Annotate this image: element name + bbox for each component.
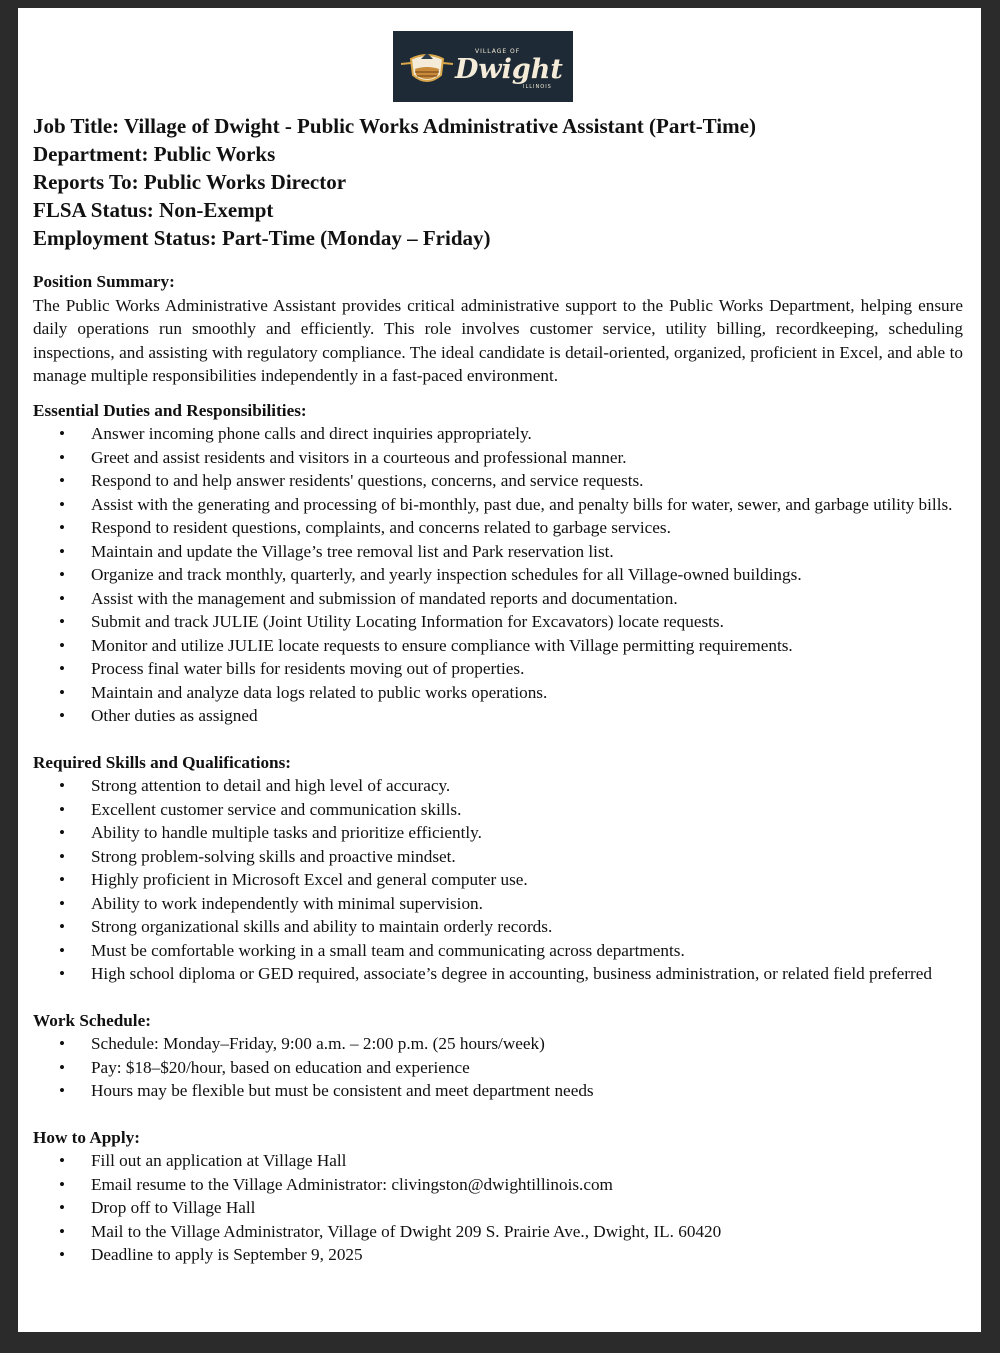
list-item <box>33 915 963 939</box>
list-item <box>33 704 963 728</box>
list-item <box>33 563 963 587</box>
bullet-icon: • <box>59 518 66 537</box>
list-item <box>33 939 963 963</box>
section-title: How to Apply: <box>33 1127 140 1147</box>
list-item <box>33 1032 963 1056</box>
list-item <box>33 587 963 611</box>
duties-section <box>33 399 963 728</box>
list-item <box>33 681 963 705</box>
list-item-text: Must be comfortable working in a small team and communicating across departments. <box>91 940 685 960</box>
bullet-icon: • <box>59 1198 66 1217</box>
list-item-text: Strong organizational skills and ability to maintain orderly records. <box>91 917 553 936</box>
bullet-icon: • <box>59 1081 66 1100</box>
list-item-text: Email resume to the Village Administrator: clivingston@dwightillinois.com <box>91 1174 613 1194</box>
list-item-text: Deadline to apply is September 9, 2025 <box>91 1245 363 1264</box>
section-title: Required Skills and Qualifications: <box>33 752 292 772</box>
flsa-status: FLSA Status: Non-Exempt <box>33 198 274 222</box>
list-item-text: Ability to handle multiple tasks and prioritize efficiently. <box>91 823 482 842</box>
list-item-text: Monitor and utilize JULIE locate requests to ensure compliance with Village permitting requirements. <box>91 635 793 655</box>
list-item <box>33 422 963 446</box>
list-item-text: Answer incoming phone calls and direct inquiries appropriately. <box>91 424 532 443</box>
bullet-icon: • <box>59 1034 66 1053</box>
position-summary-section <box>33 270 963 388</box>
bullet-icon: • <box>59 1245 66 1264</box>
bullet-icon: • <box>59 588 66 608</box>
list-item-text: Strong problem-solving skills and proactive mindset. <box>91 846 456 866</box>
list-item <box>33 1196 963 1220</box>
list-item <box>33 962 963 986</box>
bullet-icon: • <box>59 659 66 678</box>
bullet-icon: • <box>59 612 66 631</box>
section-title: Essential Duties and Responsibilities: <box>33 400 307 420</box>
list-item <box>33 634 963 658</box>
bullet-icon: • <box>59 682 66 702</box>
logo-state-text: ILLINOIS <box>523 84 552 90</box>
department: Department: Public Works <box>33 142 276 166</box>
bullet-icon: • <box>59 893 66 913</box>
apply-section <box>33 1126 963 1267</box>
list-item-text: Mail to the Village Administrator, Village of Dwight 209 S. Prairie Ave., Dwight, IL. 60420 <box>91 1221 722 1241</box>
bullet-icon: • <box>59 541 66 561</box>
list-item-text: Maintain and analyze data logs related to public works operations. <box>91 682 548 702</box>
bullet-icon: • <box>59 1057 66 1077</box>
section-title: Position Summary: <box>33 272 175 291</box>
bullet-icon: • <box>59 447 66 467</box>
document-page <box>18 8 981 1332</box>
bullet-icon: • <box>59 1174 66 1194</box>
list-item <box>33 1220 963 1244</box>
skills-section <box>33 751 963 986</box>
list-item <box>33 1173 963 1197</box>
list-item <box>33 845 963 869</box>
dwight-logo-graphic <box>393 31 573 102</box>
list-item <box>33 469 963 493</box>
bullet-icon: • <box>59 635 66 655</box>
bullet-icon: • <box>59 1221 66 1241</box>
list-item <box>33 1056 963 1080</box>
list-item-text: Strong attention to detail and high level of accuracy. <box>91 776 451 795</box>
list-item-text: Drop off to Village Hall <box>91 1198 256 1217</box>
list-item <box>33 516 963 540</box>
list-item <box>33 493 963 517</box>
summary-text: The Public Works Administrative Assistant provides critical administrative support to the Public Works Department, helping ensure daily operations run smoothly and efficiently. This role involves customer service, utility billing, recordkeeping, scheduling inspections, and assisting with regulatory compliance. The ideal candidate is detail-oriented, organized, proficient in Excel, and able to manage multiple responsibilities independently in a fast-paced environment. <box>33 295 963 385</box>
duties-list <box>33 422 963 728</box>
bullet-icon: • <box>59 471 66 490</box>
bullet-icon: • <box>59 823 66 842</box>
bullet-icon: • <box>59 964 66 983</box>
bullet-icon: • <box>59 494 66 514</box>
list-item <box>33 446 963 470</box>
list-item-text: Ability to work independently with minimal supervision. <box>91 893 483 913</box>
list-item <box>33 821 963 845</box>
list-item-text: Organize and track monthly, quarterly, and yearly inspection schedules for all Village-owned buildings. <box>91 565 802 584</box>
village-logo <box>393 31 573 102</box>
bullet-icon: • <box>59 917 66 936</box>
list-item-text: High school diploma or GED required, associate’s degree in accounting, business administration, or related field preferred <box>91 964 932 983</box>
bullet-icon: • <box>59 776 66 795</box>
list-item <box>33 1243 963 1267</box>
reports-to: Reports To: Public Works Director <box>33 170 347 194</box>
list-item-text: Fill out an application at Village Hall <box>91 1151 347 1170</box>
list-item-text: Respond to resident questions, complaints, and concerns related to garbage services. <box>91 518 671 537</box>
list-item <box>33 657 963 681</box>
job-title: Job Title: Village of Dwight - Public Works Administrative Assistant (Part-Time) <box>33 114 756 138</box>
bullet-icon: • <box>59 706 66 725</box>
list-item-text: Assist with the management and submission of mandated reports and documentation. <box>91 588 678 608</box>
schedule-section <box>33 1009 963 1103</box>
list-item-text: Assist with the generating and processing of bi-monthly, past due, and penalty bills for water, sewer, and garbage utility bills. <box>91 494 953 514</box>
employment-status: Employment Status: Part-Time (Monday – Friday) <box>33 226 491 250</box>
bullet-icon: • <box>59 870 66 889</box>
skills-list <box>33 774 963 986</box>
list-item <box>33 868 963 892</box>
list-item-text: Pay: $18–$20/hour, based on education and experience <box>91 1057 470 1077</box>
bullet-icon: • <box>59 424 66 443</box>
list-item-text: Greet and assist residents and visitors in a courteous and professional manner. <box>91 447 627 467</box>
list-item-text: Other duties as assigned <box>91 706 258 725</box>
list-item-text: Submit and track JULIE (Joint Utility Locating Information for Excavators) locate requests. <box>91 612 724 631</box>
list-item-text: Process final water bills for residents moving out of properties. <box>91 659 525 678</box>
schedule-list <box>33 1032 963 1103</box>
list-item-text: Maintain and update the Village’s tree removal list and Park reservation list. <box>91 541 614 561</box>
list-item-text: Respond to and help answer residents' questions, concerns, and service requests. <box>91 471 644 490</box>
list-item-text: Highly proficient in Microsoft Excel and general computer use. <box>91 870 528 889</box>
list-item-text: Schedule: Monday–Friday, 9:00 a.m. – 2:00 p.m. (25 hours/week) <box>91 1034 545 1053</box>
bullet-icon: • <box>59 846 66 866</box>
apply-list <box>33 1149 963 1267</box>
list-item-text: Hours may be flexible but must be consistent and meet department needs <box>91 1081 594 1100</box>
list-item <box>33 892 963 916</box>
bullet-icon: • <box>59 565 66 584</box>
list-item <box>33 540 963 564</box>
job-body <box>33 270 963 1267</box>
bullet-icon: • <box>59 940 66 960</box>
bullet-icon: • <box>59 1151 66 1170</box>
list-item-text: Excellent customer service and communication skills. <box>91 799 462 819</box>
logo-name-text: Dwight <box>455 54 563 85</box>
job-header <box>33 112 963 252</box>
list-item <box>33 1149 963 1173</box>
list-item <box>33 774 963 798</box>
section-title: Work Schedule: <box>33 1010 151 1030</box>
logo-top-text: VILLAGE OF <box>475 48 521 55</box>
list-item <box>33 1079 963 1103</box>
bullet-icon: • <box>59 799 66 819</box>
list-item <box>33 798 963 822</box>
list-item <box>33 610 963 634</box>
